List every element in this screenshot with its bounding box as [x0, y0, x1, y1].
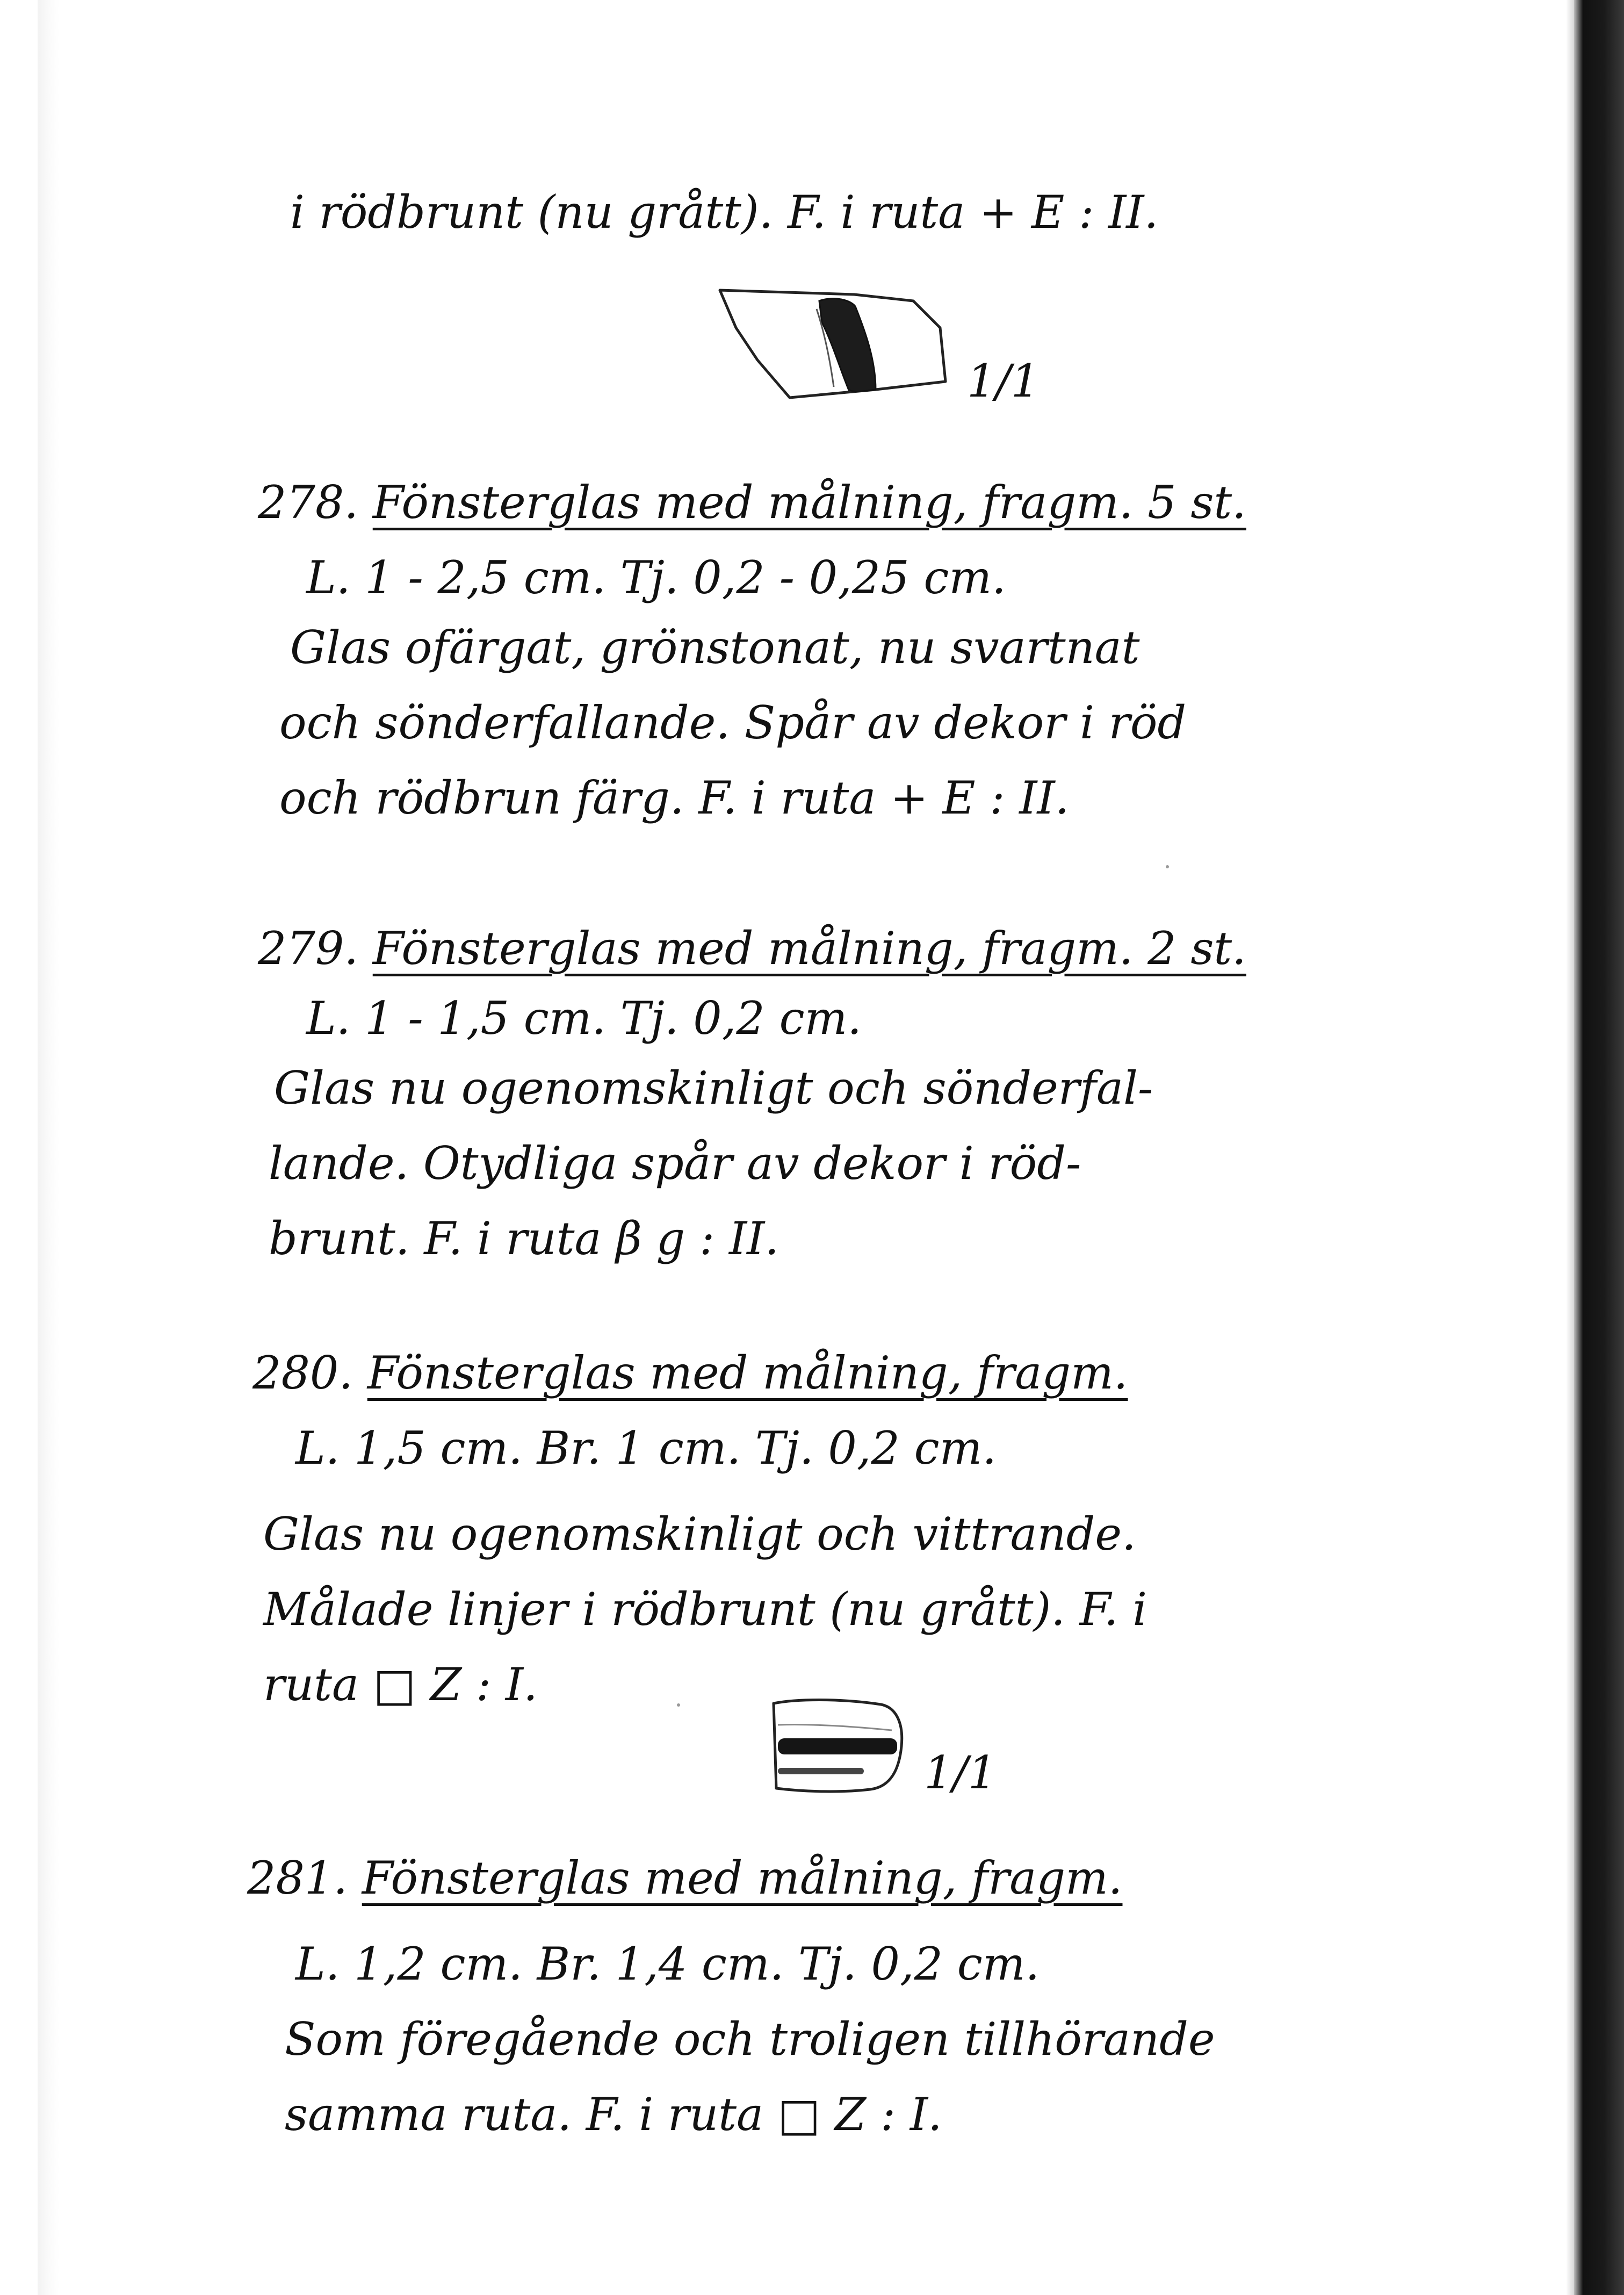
- scale-label-2: 1/1: [924, 1746, 997, 1799]
- entry-number: 281.: [247, 1852, 348, 1904]
- entry-281-line-3: samma ruta. F. i ruta □ Z : I.: [285, 2088, 942, 2141]
- entry-279-heading: [258, 919, 1246, 978]
- entry-280-heading: [252, 1343, 1128, 1402]
- paper-speck: [677, 1703, 680, 1707]
- entry-281-line-2: Som föregående och troligen tillhörande: [285, 2013, 1215, 2066]
- entry-280-line-1: L. 1,5 cm. Br. 1 cm. Tj. 0,2 cm.: [295, 1422, 997, 1474]
- entry-title: Fönsterglas med målning, fragm.: [362, 1852, 1123, 1904]
- entry-279-line-2: Glas nu ogenomskinligt och sönderfal-: [274, 1062, 1153, 1114]
- entry-278-heading: [258, 473, 1246, 532]
- entry-278-line-3: och sönderfallande. Spår av dekor i röd: [279, 696, 1187, 749]
- entry-title: Fönsterglas med målning, fragm. 2 st.: [372, 922, 1246, 975]
- entry-280-line-4: ruta □ Z : I.: [263, 1658, 538, 1711]
- entry-280-line-2: Glas nu ogenomskinligt och vittrande.: [263, 1508, 1136, 1560]
- entry-278-line-1: L. 1 - 2,5 cm. Tj. 0,2 - 0,25 cm.: [306, 551, 1006, 604]
- paper-speck: [1166, 865, 1169, 868]
- entry-279-line-4: brunt. F. i ruta β g : II.: [269, 1212, 779, 1265]
- entry-280-line-3: Målade linjer i rödbrunt (nu grått). F. i: [263, 1583, 1147, 1636]
- entry-number: 280.: [252, 1347, 353, 1399]
- entry-279-line-3: lande. Otydliga spår av dekor i röd-: [269, 1137, 1081, 1190]
- entry-number: 279.: [258, 922, 359, 975]
- entry-title: Fönsterglas med målning, fragm.: [367, 1347, 1128, 1399]
- entry-278-line-2: Glas ofärgat, grönstonat, nu svartnat: [290, 621, 1140, 674]
- fragment-sketch-1: [714, 279, 951, 408]
- entry-281-heading: [247, 1848, 1122, 1908]
- intro-line: i rödbrunt (nu grått). F. i ruta + E : II.: [290, 186, 1159, 239]
- entry-278-line-4: och rödbrun färg. F. i ruta + E : II.: [279, 772, 1070, 824]
- page-left-edge: [38, 0, 59, 2295]
- scale-label-1: 1/1: [967, 355, 1040, 407]
- entry-title: Fönsterglas med målning, fragm. 5 st.: [372, 476, 1246, 529]
- entry-number: 278.: [258, 476, 359, 529]
- entry-281-line-1: L. 1,2 cm. Br. 1,4 cm. Tj. 0,2 cm.: [295, 1938, 1040, 1990]
- book-binding: [1574, 0, 1624, 2295]
- fragment-sketch-2: [763, 1693, 913, 1800]
- entry-279-line-1: L. 1 - 1,5 cm. Tj. 0,2 cm.: [306, 992, 862, 1045]
